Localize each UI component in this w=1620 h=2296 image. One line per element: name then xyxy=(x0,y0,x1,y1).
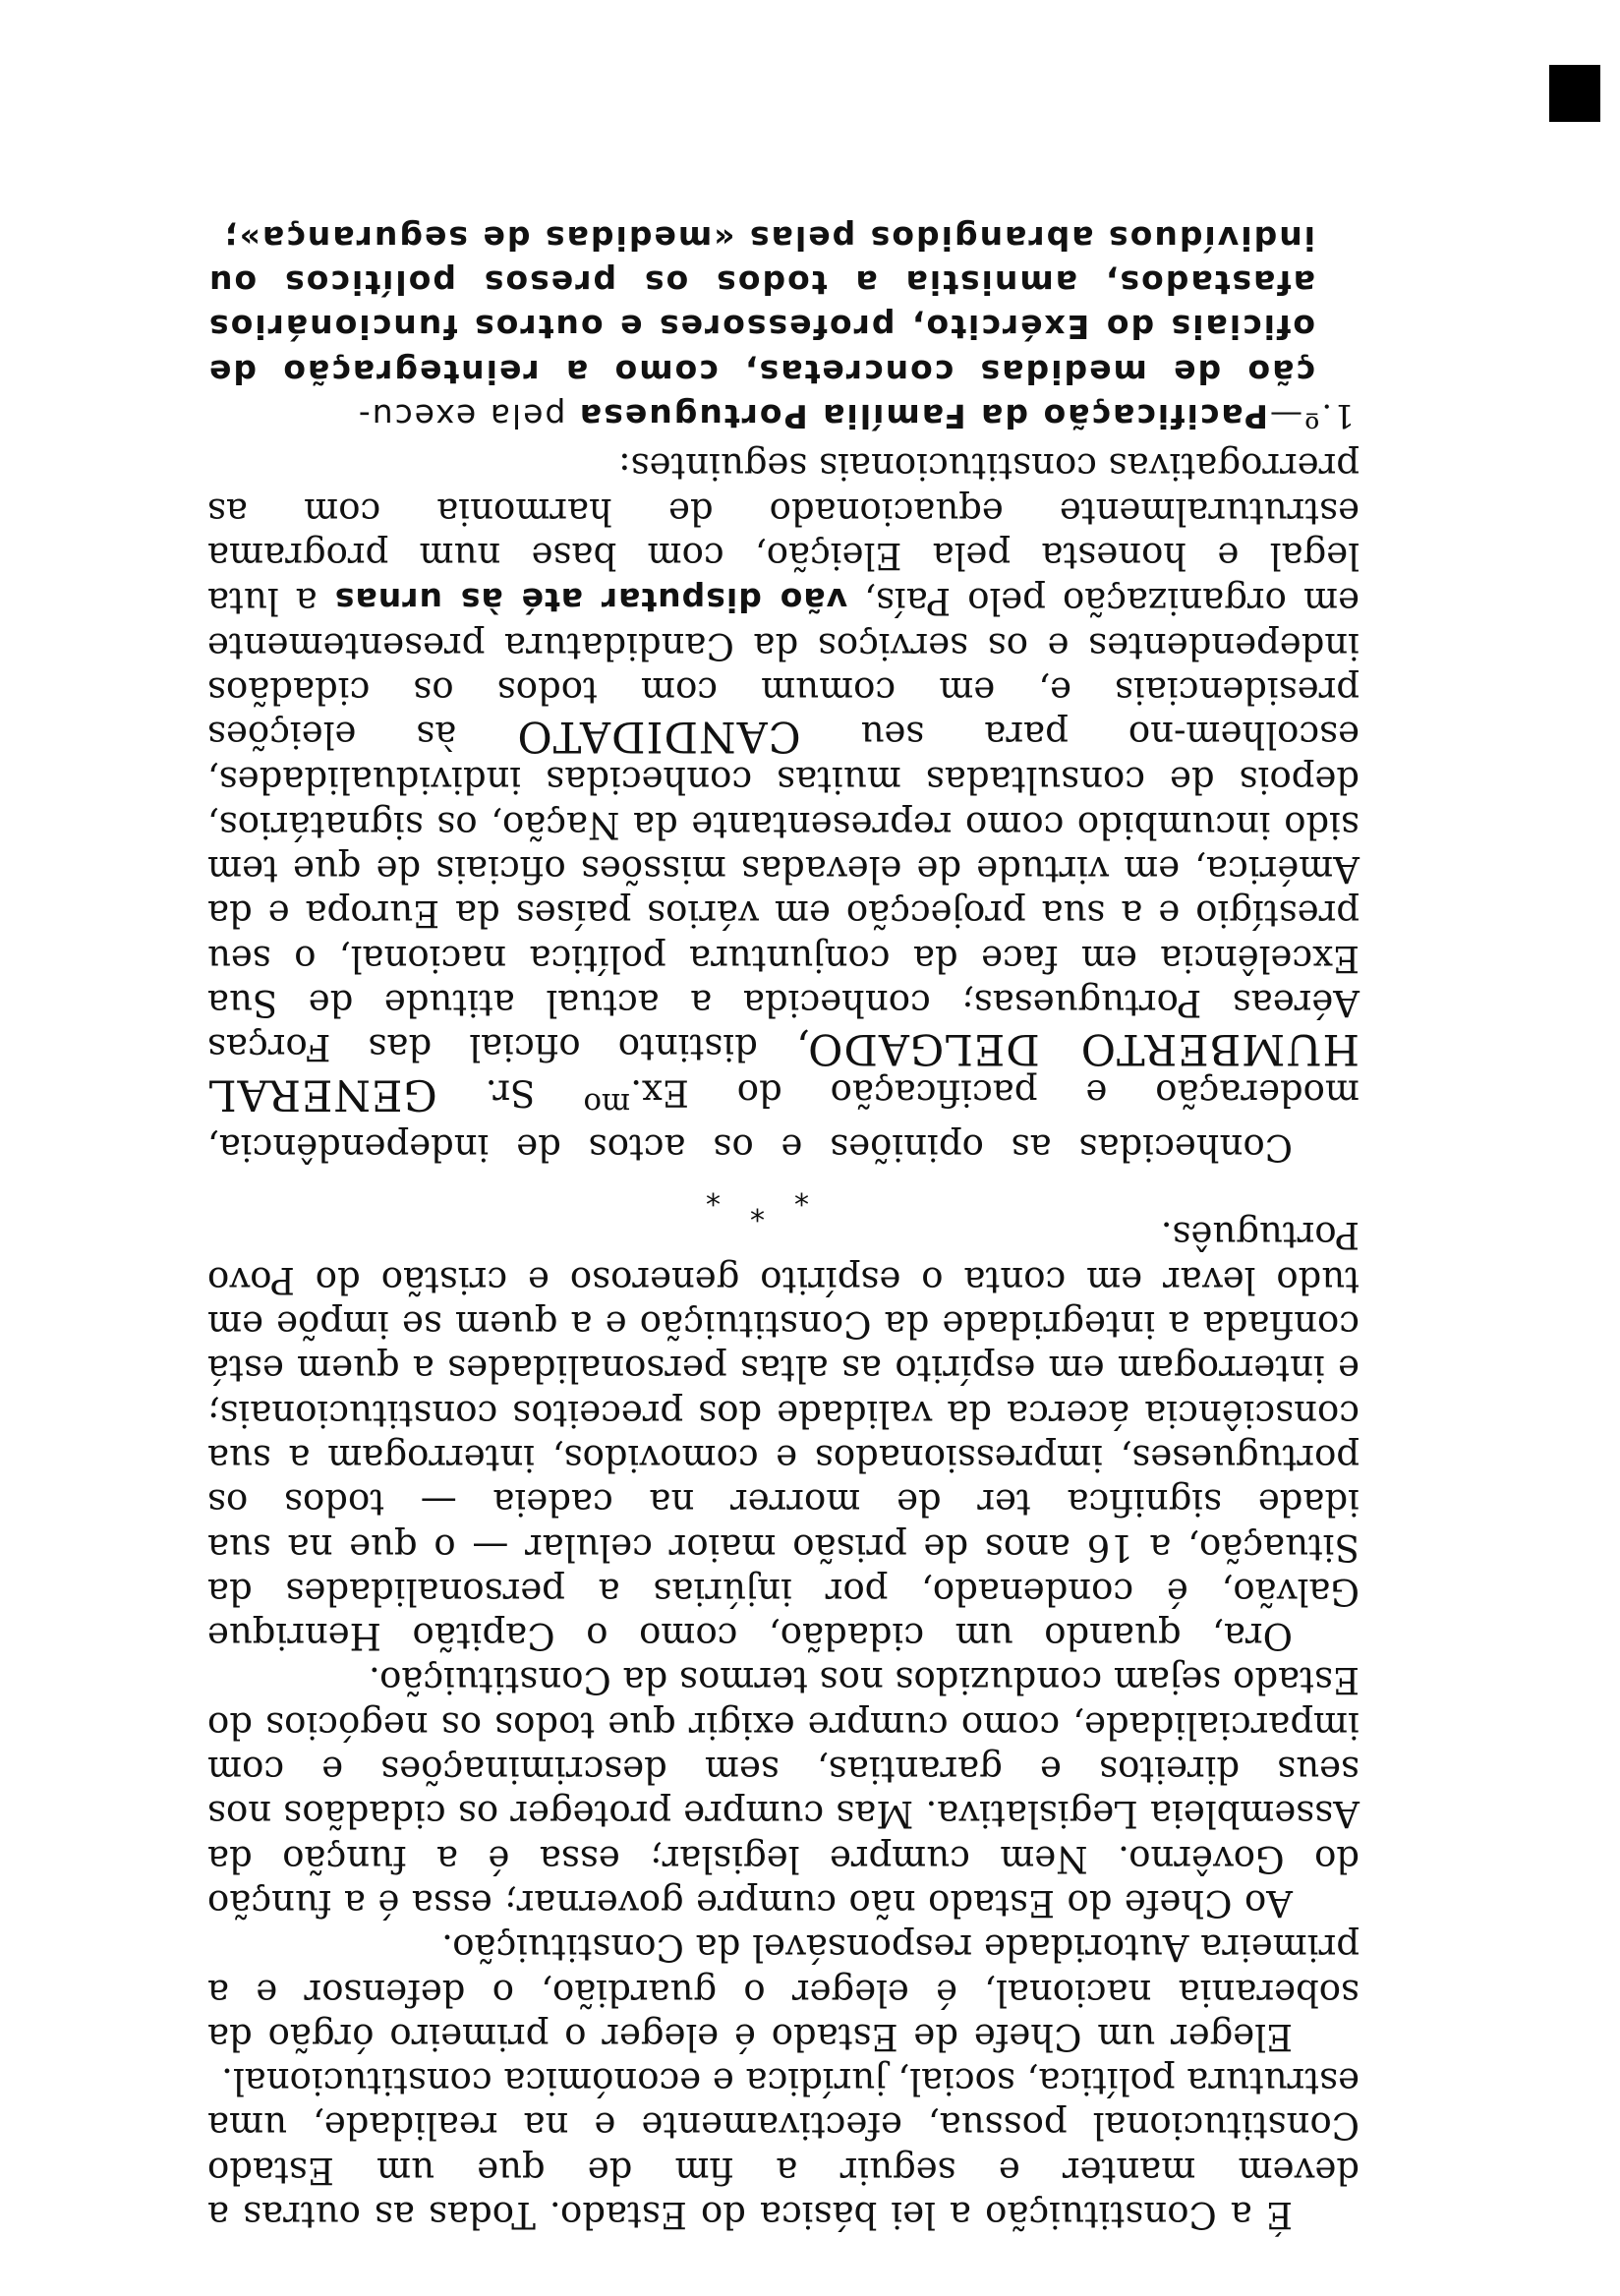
paragraph-galvao: Ora, quando um cidadão, como o Capitão Henrique Galvão, é condenado, por injúrias a personalidades da Situação, a 16 anos de prisão maior celular — o que na sua idade significa ter de morrer na cadeia — todos os portugueses, impressionados e comovidos, interrogam a sua consciência ácerca da validade dos preceitos constitucionais; e interrogam em espírito as altas personalidades a quem está confiada a integridade da Constituição e a quem se impõe em tudo levar em conta o espírito generoso e cristão do Povo Português. xyxy=(207,1214,1360,1658)
list-item-text-start: pela execu- xyxy=(356,397,578,436)
emphasis-dispute: vão disputar até às urnas xyxy=(333,581,848,620)
candidate-name: GENERAL HUMBERTO DELGADO, xyxy=(207,1024,1360,1119)
separator-star: * xyxy=(794,1177,809,1212)
paragraph-elect-head-of-state: Eleger um Chefe de Estado é eleger o primeiro órgão da soberania nacional, é eleger o guardião, o defensor e a primeira Autoridade responsável da Constituição. xyxy=(207,1926,1360,2058)
paragraph-constitution: É a Constituição a lei básica do Estado. Todas as outras a devem manter e seguir a fim de que um Estado Constitucional possua, efectivamente e na realidade, uma estrutura política, social, jurídica e económica constitucional. xyxy=(207,2060,1360,2236)
list-number: 1.º— xyxy=(1267,397,1355,436)
superscript-mo: mo xyxy=(583,1085,631,1121)
text-run: a luta legal e honesta pela Eleição, com base num programa estruturalmente equacionado de harmonia com as prerrogativas constitucionais seguintes: xyxy=(207,445,1360,623)
program-list xyxy=(207,216,1360,438)
list-item-1-text: ção de medidas concretas, como a reintegração de oficiais do Exército, professores e outros funcionários afastados, amnistia a todos os presos políticos ou indivíduos abrangidos pelas «medidas de segurança»; xyxy=(207,218,1315,391)
text-column xyxy=(207,216,1360,2237)
candidato-word: CANDIDATO xyxy=(516,712,801,762)
paragraph-head-of-state-role: Ao Chefe do Estado não cumpre governar; essa é a função do Govêrno. Nem cumpre legislar; essa é a função da Assembleia Legislativa. Mas cumpre proteger os cidadãos nos seus direitos e garantias, sem descriminações e com imparcialidade, como cumpre exigir que todos os negócios do Estado sejam conduzidos nos termos da Constituição. xyxy=(207,1659,1360,1924)
separator-star: * xyxy=(750,1192,765,1228)
paragraph-candidate xyxy=(207,444,1360,1170)
separator-star: * xyxy=(706,1177,721,1212)
text-run: às eleições presidenciais e, em comum com todos os cidadãos independentes e os serviços da Candidatura presentemente em organização pelo País, xyxy=(207,580,1360,757)
text-run: distinto oficial das Forças Aéreas Portuguesas; conhecida a actual atitude de Sua Excelência em face da conjuntura política nacional, o seu prestígio e a sua projecção em vários países da Europa e da América, em virtude de elevadas missões oficiais de que tem sido incumbido como representante da Nação, os signatários, depois de consultadas muitas conhecidas individualidades, escolhem-no para seu xyxy=(207,714,1360,1069)
text-run: Conhecidas as opiniões e os actos de independência, moderação e pacificação do Ex. xyxy=(207,1071,1360,1170)
list-item-1-first-line xyxy=(207,394,1355,438)
list-item-title: Pacificação da Família Portuguesa xyxy=(577,397,1268,436)
text-run: Sr. xyxy=(436,1071,584,1115)
black-corner-mark xyxy=(1549,65,1600,122)
section-separator xyxy=(207,1170,1360,1228)
